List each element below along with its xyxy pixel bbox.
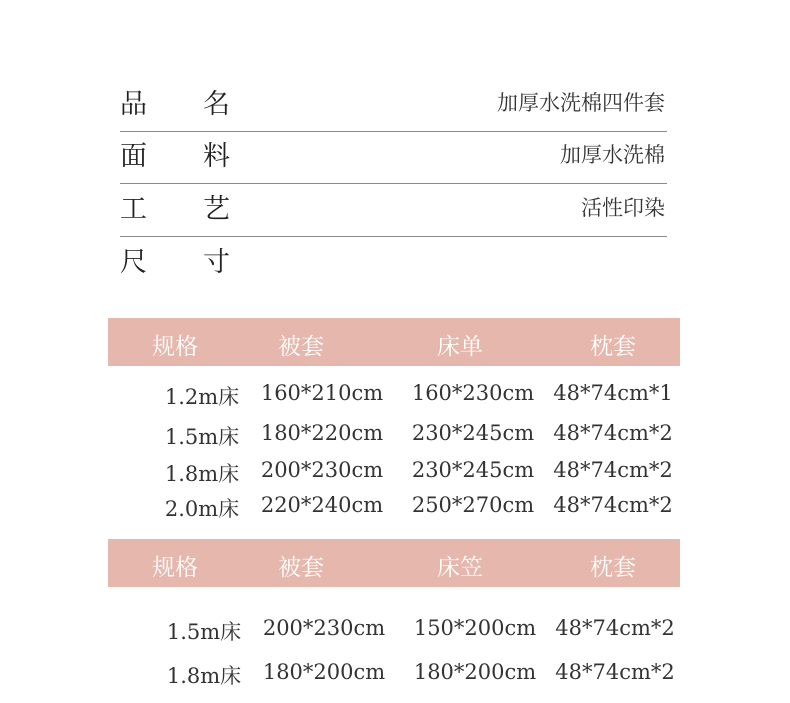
spec-value: 加厚水洗棉 [560,143,665,167]
spec-label-char: 工 [120,194,147,225]
table1-row [0,421,790,453]
table-cell: 48*74cm*2 [553,493,673,517]
table2-header-spec: 规格 [152,555,198,581]
spec-row-fabric [120,134,667,184]
table1-header-pillowcase: 枕套 [590,334,636,360]
table2-header-pillowcase: 枕套 [590,555,636,581]
table1-row [0,381,790,413]
table-cell: 180*220cm [260,421,384,445]
table-cell: 1.2m床 [164,385,240,409]
table-cell: 1.8m床 [164,462,240,486]
table-cell: 250*270cm [411,493,535,517]
spec-value: 活性印染 [581,196,665,220]
table-cell: 150*200cm [413,616,537,640]
table-cell: 48*74cm*2 [553,458,673,482]
spec-row-craft [120,187,667,237]
table1-header [108,318,680,366]
table-cell: 200*230cm [262,616,386,640]
table-cell: 220*240cm [260,493,384,517]
spec-row-size [120,240,667,290]
table-cell: 48*74cm*2 [555,660,675,684]
spec-label-char: 料 [203,141,230,172]
table1-row [0,493,790,525]
table-cell: 2.0m床 [164,497,240,521]
table2-row [0,660,790,692]
divider [120,131,667,132]
table-cell: 180*200cm [413,660,537,684]
table2-header-fitted-sheet: 床笠 [437,555,483,581]
spec-label-char: 艺 [203,194,230,225]
table2-row [0,616,790,648]
table-cell: 200*230cm [260,458,384,482]
table-cell: 160*230cm [411,381,535,405]
table1-header-spec: 规格 [152,334,198,360]
table-cell: 180*200cm [262,660,386,684]
spec-label [120,240,230,279]
spec-label-char: 尺 [120,247,147,278]
spec-label-char: 品 [120,89,147,120]
spec-label [120,82,230,121]
divider [120,183,667,184]
table-cell: 48*74cm*1 [553,381,673,405]
spec-row-name [120,82,667,132]
spec-label [120,134,230,173]
table-cell: 160*210cm [260,381,384,405]
spec-label [120,187,230,226]
table-cell: 1.8m床 [166,664,242,688]
table-cell: 230*245cm [411,458,535,482]
table1-header-sheet: 床单 [437,334,483,360]
table-cell: 48*74cm*2 [553,421,673,445]
table-cell: 230*245cm [411,421,535,445]
table2-header-duvet: 被套 [278,555,324,581]
table1-row [0,458,790,490]
table-cell: 48*74cm*2 [555,616,675,640]
spec-label-char: 面 [120,141,147,172]
table1-header-duvet: 被套 [278,334,324,360]
spec-label-char: 寸 [203,247,230,278]
table-cell: 1.5m床 [166,620,242,644]
divider [120,236,667,237]
spec-label-char: 名 [203,89,230,120]
table2-header [108,539,680,587]
spec-value: 加厚水洗棉四件套 [497,91,665,115]
table-cell: 1.5m床 [164,425,240,449]
